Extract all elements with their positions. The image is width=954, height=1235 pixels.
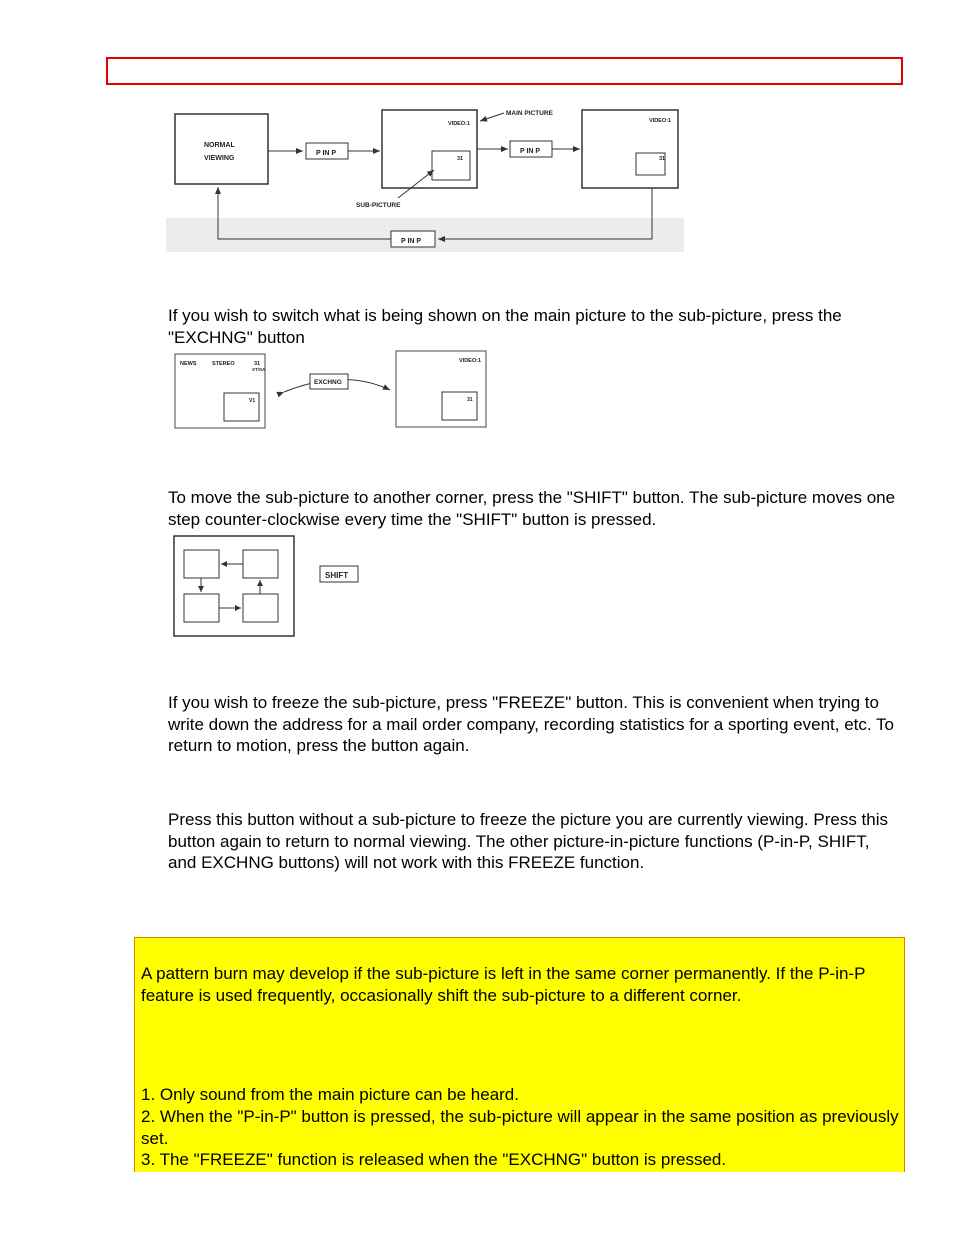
channel-label-1: 31: [457, 156, 464, 162]
channel-label-2: 31: [659, 156, 666, 162]
freeze-no-sub-instruction: Press this button without a sub-picture to freeze the picture you are currently viewing. Press this button again to return to normal viewing. The other picture-in-picture functions (P-in-P, SHIFT, and EXCHNG buttons) will not work with this FREEZE function.: [168, 810, 889, 872]
news-label: NEWS: [180, 361, 197, 367]
video-label-2: VIDEO:1: [649, 118, 672, 124]
normal-viewing-screen: [175, 114, 268, 184]
shift-instruction: To move the sub-picture to another corner, press the "SHIFT" button. The sub-picture moves one step counter-clockwise every time the "SHIFT" button is pressed.: [168, 488, 896, 529]
note-item-3: 3. The "FREEZE" function is released when the "EXCHNG" button is pressed.: [141, 1150, 727, 1169]
note-item-1: 1. Only sound from the main picture can be heard.: [141, 1085, 519, 1104]
main-picture-label: MAIN PICTURE: [506, 110, 553, 117]
shift-figure: [172, 534, 372, 638]
note-item-2: 2. When the "P-in-P" button is pressed, the sub-picture will appear in the same position as previously set.: [141, 1107, 899, 1148]
corner-bottom-left: [184, 594, 219, 622]
v1-label: V1: [249, 398, 256, 404]
freeze-instruction: If you wish to freeze the sub-picture, press "FREEZE" button. This is convenient when trying to write down the address for a mail order company, recording statistics for a sporting event, etc. To return to motion, press the button again.: [168, 693, 894, 755]
note-box: [134, 937, 905, 1172]
header-bar: [106, 57, 903, 85]
normal-viewing-label-1: NORMAL: [204, 142, 235, 149]
pinp-button-1-label: P IN P: [316, 150, 337, 157]
sub-picture-screen-1: [432, 151, 470, 180]
channel-sub-label: ST/SA: [252, 367, 266, 372]
exchng-instruction: If you wish to switch what is being shown on the main picture to the sub-picture, press the "EXCHNG" button: [168, 306, 842, 347]
normal-viewing-label-2: VIEWING: [204, 155, 235, 162]
video-label-3: VIDEO:1: [459, 358, 482, 364]
corner-top-right: [243, 550, 278, 578]
pinp-cycle-figure: [166, 100, 684, 252]
shift-button-label: SHIFT: [325, 571, 349, 580]
pinp-button-3-label: P IN P: [401, 238, 422, 245]
pattern-burn-warning: A pattern burn may develop if the sub-picture is left in the same corner permanently. If the P-in-P feature is used frequently, occasionally shift the sub-picture to a different corner.: [141, 964, 866, 1005]
video-label-1: VIDEO:1: [448, 121, 471, 127]
stereo-label: STEREO: [212, 361, 235, 367]
exchng-figure: [174, 350, 490, 430]
exchng-button-label: EXCHNG: [314, 379, 342, 386]
channel-top-label: 31: [254, 361, 261, 367]
corner-top-left: [184, 550, 219, 578]
sub-picture-label: SUB-PICTURE: [356, 202, 401, 209]
corner-bottom-right: [243, 594, 278, 622]
channel-right-label: 31: [467, 397, 473, 403]
pinp-button-2-label: P IN P: [520, 148, 541, 155]
